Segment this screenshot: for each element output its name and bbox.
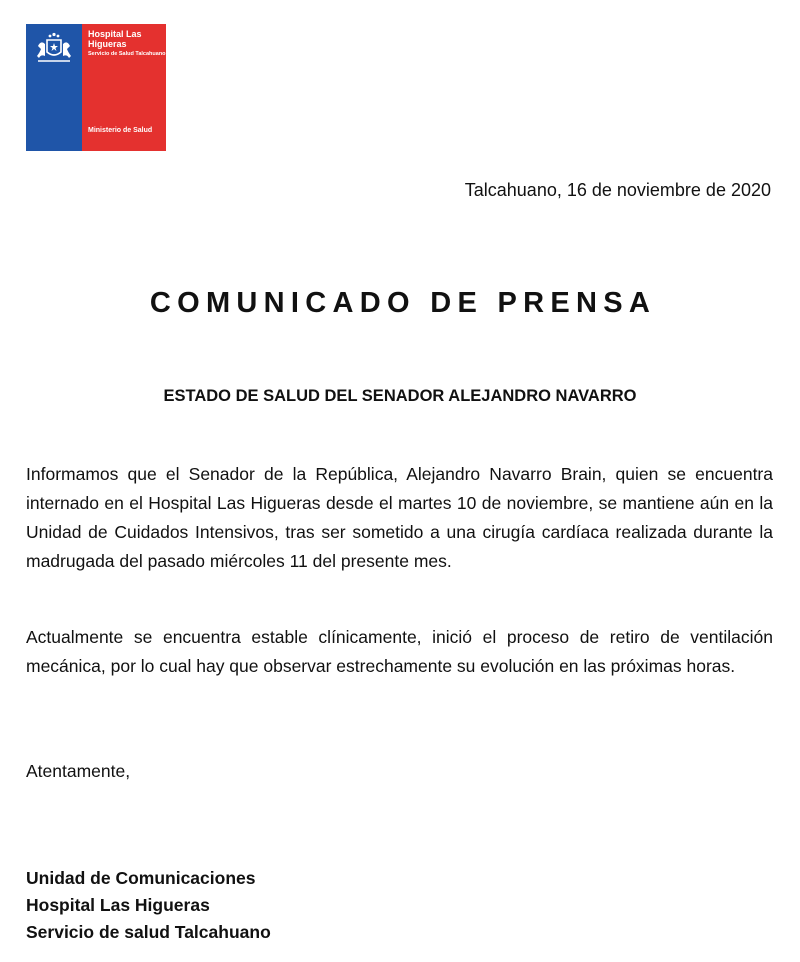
date-line: Talcahuano, 16 de noviembre de 2020 — [464, 180, 771, 200]
coat-of-arms-icon — [32, 30, 76, 66]
signature-line-unit: Unidad de Comunicaciones — [26, 868, 256, 888]
institution-logo — [26, 24, 166, 151]
body-paragraph-2: Actualmente se encuentra estable clínicamente, inició el proceso de retiro de ventilación mecánica, por lo cual hay que observar estrechamente su evolución en las próximas horas. — [26, 627, 773, 676]
logo-ministry: Ministerio de Salud — [88, 127, 153, 134]
closing-line: Atentamente, — [26, 761, 131, 781]
body-paragraph-1: Informamos que el Senador de la República, Alejandro Navarro Brain, quien se encuentra internado en el Hospital Las Higueras desde el martes 10 de noviembre, se mantiene aún en la Unidad de Cuidados Intensivos, tras ser sometido a una cirugía cardíaca realizada durante la madrugada del pasado miércoles 11 del presente mes. — [26, 464, 773, 571]
logo-service-name: Servicio de Salud Talcahuano — [88, 51, 166, 57]
signature-line-hospital: Hospital Las Higueras — [26, 895, 210, 915]
logo-hospital-name: Hospital Las Higueras — [88, 29, 142, 49]
document-title: COMUNICADO DE PRENSA — [149, 287, 657, 319]
document-subtitle: ESTADO DE SALUD DEL SENADOR ALEJANDRO NAVARRO — [163, 387, 637, 405]
logo-blue-panel — [26, 24, 82, 151]
signature-block — [26, 865, 271, 946]
logo-red-panel — [82, 24, 166, 151]
signature-line-service: Servicio de salud Talcahuano — [26, 922, 271, 942]
